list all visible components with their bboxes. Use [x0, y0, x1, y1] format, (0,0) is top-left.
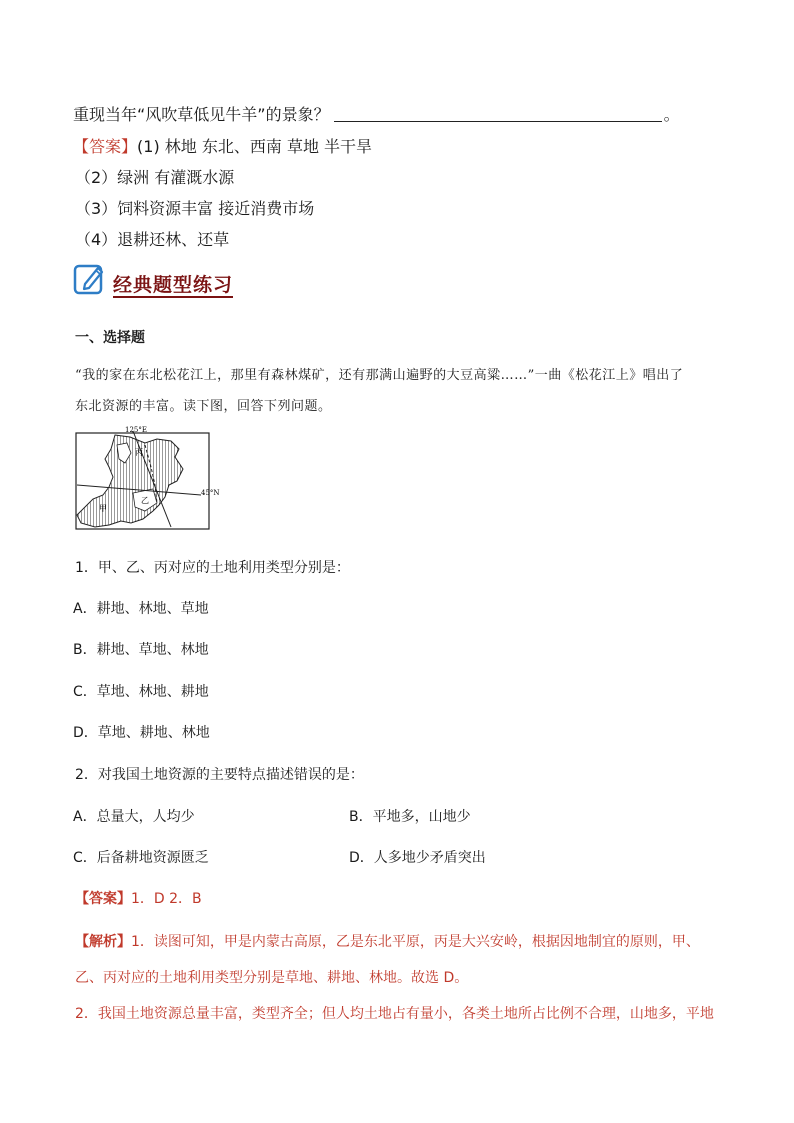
- region-label-jia: 甲: [99, 504, 107, 513]
- q1-option-a: A．耕地、林地、草地: [73, 601, 209, 617]
- answer-tag: 【答案】: [73, 137, 138, 156]
- answer-line-4: （4）退耕还林、还草: [75, 230, 230, 249]
- answer-line-2: （2）绿洲 有灌溉水源: [75, 168, 235, 187]
- analysis-tag: 【解析】: [75, 934, 131, 950]
- answer-blank: [334, 107, 662, 122]
- question-1-stem: 1．甲、乙、丙对应的土地利用类型分别是：: [75, 560, 350, 576]
- q1-option-b: B．耕地、草地、林地: [73, 642, 209, 658]
- answer-text-1: (1) 林地 东北、西南 草地 半干旱: [137, 137, 373, 156]
- question-2-stem: 2．对我国土地资源的主要特点描述错误的是：: [75, 767, 364, 783]
- quote-line-2: 东北资源的丰富。读下图，回答下列问题。: [75, 399, 332, 414]
- analysis-line-2: 乙、丙对应的土地利用类型分别是草地、耕地、林地。故选 D。: [75, 970, 469, 986]
- question-text: 重现当年“风吹草低见牛羊”的景象？: [73, 105, 330, 124]
- latitude-label: 45°N: [201, 489, 220, 497]
- answer-line-3: （3）饲料资源丰富 接近消费市场: [75, 199, 315, 218]
- edit-icon: [73, 262, 105, 296]
- section-title-underline: [113, 296, 233, 298]
- q2-option-c: C．后备耕地资源匮乏: [73, 850, 209, 866]
- region-label-yi: 乙: [141, 496, 149, 505]
- analysis-line-3: 2．我国土地资源总量丰富，类型齐全；但人均土地占有量小，各类土地所占比例不合理，山地多，平地: [75, 1006, 714, 1022]
- answer-block: [75, 888, 202, 908]
- fill-in-question-line: [73, 102, 680, 125]
- analysis-line-1: [75, 931, 700, 951]
- q2-option-d: D．人多地少矛盾突出: [349, 850, 486, 866]
- section-title: 经典题型练习: [113, 274, 234, 296]
- analysis-text-1: 1．读图可知，甲是内蒙古高原，乙是东北平原，丙是大兴安岭，根据因地制宜的原则，甲、: [131, 934, 700, 950]
- q1-option-c: C．草地、林地、耕地: [73, 684, 209, 700]
- q2-option-b: B．平地多，山地少: [349, 809, 471, 825]
- part-heading: 一、选择题: [75, 330, 145, 346]
- longitude-label: 125°E: [125, 426, 147, 434]
- answer-block-text: 1．D 2．B: [131, 891, 202, 907]
- q1-option-d: D．草地、耕地、林地: [73, 725, 210, 741]
- quote-line-1: “我的家在东北松花江上，那里有森林煤矿，还有那满山遍野的大豆高粱……”一曲《松花江上》唱出了: [75, 368, 684, 383]
- answer-line-1: [73, 134, 372, 157]
- answer-block-tag: 【答案】: [75, 891, 131, 907]
- region-label-bing: 丙: [135, 448, 143, 457]
- northeast-china-map: [75, 423, 220, 531]
- q2-option-a: A．总量大，人均少: [73, 809, 195, 825]
- sentence-end: 。: [663, 105, 680, 124]
